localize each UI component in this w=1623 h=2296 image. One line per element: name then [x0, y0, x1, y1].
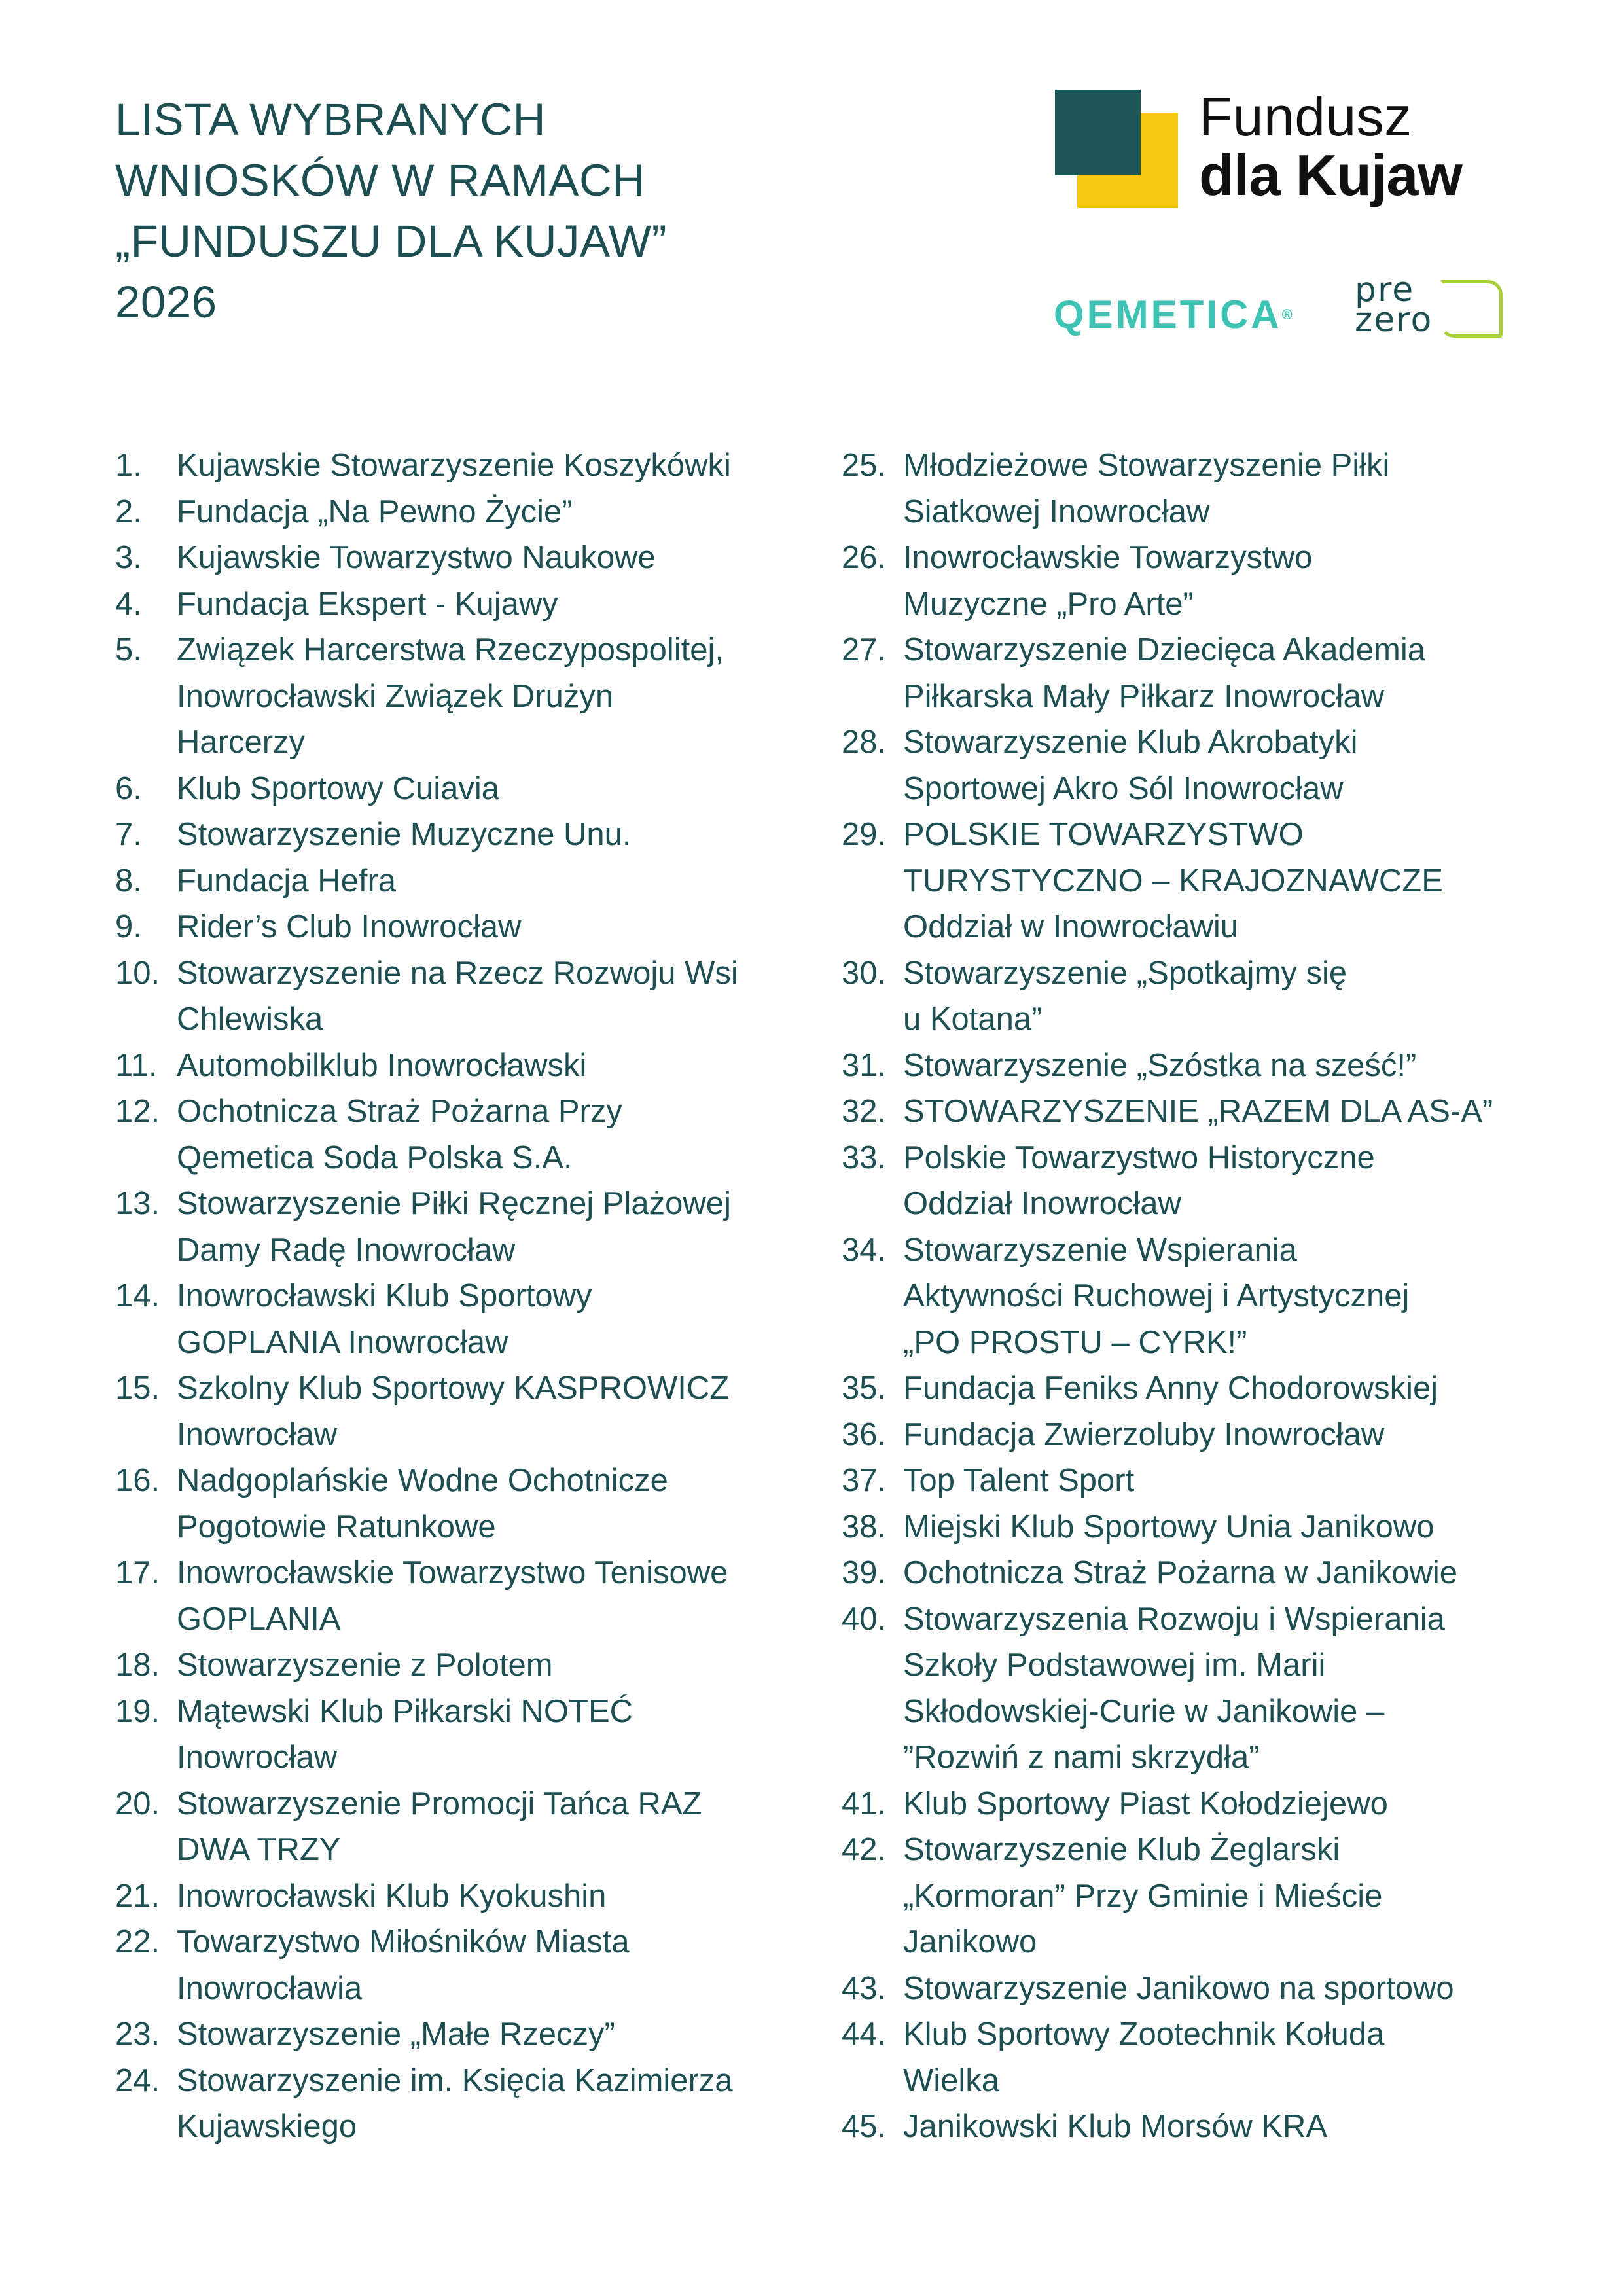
list-item: [842, 1965, 1535, 2012]
list-item-name-line: Młodzieżowe Stowarzyszenie Piłki: [903, 448, 1390, 483]
list-item-number: 25.: [842, 448, 887, 483]
list-item-name-line: Inowrocławskie Towarzystwo: [903, 540, 1313, 575]
list-item: [842, 1504, 1535, 1551]
list-item-number: 42.: [842, 1832, 887, 1867]
qemetica-wordmark: QEMETICA: [1054, 293, 1282, 336]
list-item: [115, 1873, 809, 1920]
list-item-name-line: Skłodowskiej-Curie w Janikowie –: [903, 1693, 1385, 1729]
list-item-name: [903, 535, 1535, 627]
list-item-name-line: Stowarzyszenie im. Księcia Kazimierza: [177, 2062, 733, 2098]
list-item-number: 3.: [115, 540, 142, 575]
list-item: [115, 1458, 809, 1550]
list-item-name-line: Szkoły Podstawowej im. Marii: [903, 1647, 1326, 1683]
list-item: [842, 627, 1535, 719]
list-item-number: 30.: [842, 955, 887, 991]
list-item-number: 43.: [842, 1970, 887, 2006]
list-item-name: [177, 1088, 809, 1181]
list-item-name-line: Siatkowej Inowrocław: [903, 493, 1210, 529]
list-item: [115, 535, 809, 581]
list-item: [115, 904, 809, 950]
list-item-name-line: Stowarzyszenie Promocji Tańca RAZ: [177, 1785, 702, 1821]
prezero-wordmark: [1355, 270, 1433, 340]
list-item-name: [177, 1642, 809, 1689]
list-item-name: [177, 1781, 809, 1873]
list-item-number: 4.: [115, 586, 142, 622]
list-item: [115, 1365, 809, 1458]
list-item: [115, 1088, 809, 1181]
title-line: „FUNDUSZU DLA KUJAW”: [115, 216, 668, 266]
list-item-number: 19.: [115, 1693, 160, 1729]
list-item-name: [177, 766, 809, 812]
list-item: [842, 1781, 1535, 1827]
list-item: [115, 1043, 809, 1089]
list-item-name-line: Szkolny Klub Sportowy KASPROWICZ: [177, 1371, 730, 1406]
list-item-number: 6.: [115, 770, 142, 806]
list-item-name: [177, 2011, 809, 2058]
list-item-number: 13.: [115, 1186, 160, 1221]
prezero-line2: zero: [1355, 300, 1433, 340]
list-item-name-line: Harcerzy: [177, 725, 306, 760]
list-item-number: 17.: [115, 1555, 160, 1590]
list-item-number: 18.: [115, 1647, 160, 1683]
fundusz-logo-wordmark: [1199, 87, 1462, 205]
list-item-number: 27.: [842, 632, 887, 668]
list-item-number: 11.: [115, 1047, 158, 1083]
prezero-logo: [1355, 270, 1512, 348]
list-item-name-line: Ochotnicza Straż Pożarna w Janikowie: [903, 1555, 1457, 1590]
list-item-name-line: Inowrocław: [177, 1740, 338, 1775]
list-item-name: [177, 950, 809, 1043]
list-item-name-line: u Kotana”: [903, 1001, 1043, 1037]
fundusz-logo-line1: Fundusz: [1199, 86, 1412, 147]
logo-square-teal: [1055, 90, 1141, 175]
list-item-name-line: Stowarzyszenie Dziecięca Akademia: [903, 632, 1425, 668]
list-item-name-line: Pogotowie Ratunkowe: [177, 1509, 496, 1545]
list-item-name: [903, 1504, 1535, 1551]
list-item-name-line: Piłkarska Mały Piłkarz Inowrocław: [903, 678, 1385, 714]
list-item-name-line: „PO PROSTU – CYRK!”: [903, 1324, 1247, 1360]
list-item-name-line: Towarzystwo Miłośników Miasta: [177, 1924, 630, 1960]
list-item: [842, 1412, 1535, 1458]
registered-mark: ®: [1281, 306, 1293, 323]
list-item-name-line: Stowarzyszenie Wspierania: [903, 1232, 1297, 1268]
list-item: [842, 442, 1535, 535]
list-item: [115, 627, 809, 766]
list-item-name: [903, 1365, 1535, 1412]
list-item-name-line: Klub Sportowy Piast Kołodziejewo: [903, 1785, 1388, 1821]
list-item: [842, 1550, 1535, 1596]
list-item: [115, 2011, 809, 2058]
list-item: [115, 812, 809, 858]
list-item-number: 29.: [842, 817, 887, 852]
list-item-number: 1.: [115, 448, 142, 483]
list-item-name-line: Kujawskiego: [177, 2109, 357, 2144]
list-item: [115, 1273, 809, 1365]
list-item: [842, 1458, 1535, 1504]
list-item-name-line: ”Rozwiń z nami skrzydła”: [903, 1740, 1260, 1775]
list-item-number: 39.: [842, 1555, 887, 1590]
list-item-number: 32.: [842, 1094, 887, 1129]
list-item-name: [177, 1365, 809, 1458]
list-item-name-line: Stowarzyszenie Piłki Ręcznej Plażowej: [177, 1186, 731, 1221]
list-item-number: 40.: [842, 1601, 887, 1637]
list-item-name-line: Stowarzyszenie na Rzecz Rozwoju Wsi: [177, 955, 738, 991]
fundusz-logo-line2: dla Kujaw: [1199, 143, 1462, 207]
list-item-name: [177, 1919, 809, 2011]
list-item-name: [903, 1458, 1535, 1504]
list-item-number: 16.: [115, 1463, 160, 1498]
list-item-number: 9.: [115, 909, 142, 944]
list-item-name-line: Stowarzyszenie „Szóstka na sześć!”: [903, 1047, 1417, 1083]
list-item-name: [177, 1689, 809, 1781]
list-item-number: 21.: [115, 1878, 160, 1914]
list-item-name-line: DWA TRZY: [177, 1832, 341, 1867]
list-item-name-line: „Kormoran” Przy Gminie i Mieście: [903, 1878, 1383, 1914]
list-item-name: [903, 950, 1535, 1043]
list-item-name-line: Fundacja Hefra: [177, 863, 397, 899]
list-item-name-line: Stowarzyszenie Klub Akrobatyki: [903, 725, 1358, 760]
list-item-number: 38.: [842, 1509, 887, 1545]
list-item-name: [177, 1873, 809, 1920]
list-item: [115, 1181, 809, 1273]
list-item-name: [177, 1458, 809, 1550]
list-item-name-line: Sportowej Akro Sól Inowrocław: [903, 770, 1344, 806]
list-item-name: [903, 1965, 1535, 2012]
list-item-name: [903, 719, 1535, 812]
list-item-name-line: Automobilklub Inowrocławski: [177, 1047, 587, 1083]
list-item-name-line: TURYSTYCZNO – KRAJOZNAWCZE: [903, 863, 1443, 899]
prezero-line1: pre: [1355, 270, 1415, 310]
list-item-name: [177, 1550, 809, 1642]
list-item-number: 45.: [842, 2109, 887, 2144]
list-item-name: [903, 1781, 1535, 1827]
list-item-name: [177, 1273, 809, 1365]
title-line: LISTA WYBRANYCH: [115, 94, 546, 145]
list-item-name-line: Ochotnicza Straż Pożarna Przy: [177, 1094, 622, 1129]
list-item-name: [903, 1088, 1535, 1135]
list-item-name-line: Inowrocławskie Towarzystwo Tenisowe: [177, 1555, 728, 1590]
list-item: [115, 766, 809, 812]
list-item-name-line: Oddział w Inowrocławiu: [903, 909, 1238, 944]
list-item-name-line: STOWARZYSZENIE „RAZEM DLA AS-A”: [903, 1094, 1493, 1129]
list-item-name: [177, 904, 809, 950]
list-item-name-line: Miejski Klub Sportowy Unia Janikowo: [903, 1509, 1435, 1545]
list-item-name: [903, 812, 1535, 950]
list-item-name-line: Janikowo: [903, 1924, 1037, 1960]
list-item: [115, 581, 809, 628]
list-item-number: 22.: [115, 1924, 160, 1960]
list-item-name-line: Inowrocławski Klub Sportowy: [177, 1278, 592, 1314]
list-item-name: [177, 489, 809, 535]
list-item-name-line: Top Talent Sport: [903, 1463, 1135, 1498]
list-item: [842, 1135, 1535, 1227]
list-item-name-line: Stowarzyszenie Klub Żeglarski: [903, 1832, 1340, 1867]
title-line: WNIOSKÓW W RAMACH: [115, 155, 645, 206]
list-item-number: 36.: [842, 1416, 887, 1452]
list-item: [842, 1827, 1535, 1965]
list-item-number: 20.: [115, 1785, 160, 1821]
list-item: [115, 1642, 809, 1689]
list-item-name-line: Klub Sportowy Cuiavia: [177, 770, 499, 806]
list-item: [115, 1919, 809, 2011]
list-item-name-line: Chlewiska: [177, 1001, 323, 1037]
list-item: [115, 858, 809, 905]
list-item: [842, 719, 1535, 812]
fundusz-dla-kujaw-logo: [1055, 86, 1526, 221]
list-item-number: 31.: [842, 1047, 887, 1083]
list-item-number: 14.: [115, 1278, 160, 1314]
list-item-name-line: Stowarzyszenie „Małe Rzeczy”: [177, 2017, 615, 2052]
list-item-number: 10.: [115, 955, 160, 991]
list-item-name-line: Nadgoplańskie Wodne Ochotnicze: [177, 1463, 668, 1498]
list-item-number: 8.: [115, 863, 142, 899]
qemetica-logo: [1054, 293, 1293, 336]
list-item: [842, 1596, 1535, 1781]
list-item-name: [903, 442, 1535, 535]
list-item-number: 24.: [115, 2062, 160, 2098]
list-item-name-line: Fundacja Zwierzoluby Inowrocław: [903, 1416, 1385, 1452]
list-item-name: [903, 1596, 1535, 1781]
list-item-name: [903, 1227, 1535, 1366]
list-item-number: 2.: [115, 493, 142, 529]
list-item: [842, 2104, 1535, 2150]
list-item-name: [177, 2058, 809, 2150]
list-item-name-line: Muzyczne „Pro Arte”: [903, 586, 1194, 622]
list-item-name-line: Stowarzyszenie Janikowo na sportowo: [903, 1970, 1454, 2006]
list-item-number: 41.: [842, 1785, 887, 1821]
list-item: [115, 950, 809, 1043]
list-item: [842, 950, 1535, 1043]
list-item-name-line: Stowarzyszenia Rozwoju i Wspierania: [903, 1601, 1445, 1637]
list-item-number: 28.: [842, 725, 887, 760]
list-item-name-line: Kujawskie Towarzystwo Naukowe: [177, 540, 656, 575]
prezero-frame-shape: [1440, 280, 1503, 338]
list-item-name-line: Oddział Inowrocław: [903, 1186, 1181, 1221]
list-item-name-line: Mątewski Klub Piłkarski NOTEĆ: [177, 1693, 633, 1729]
list-item-name-line: Damy Radę Inowrocław: [177, 1232, 516, 1268]
title-year: 2026: [115, 277, 217, 327]
list-item-number: 23.: [115, 2017, 160, 2052]
list-item: [842, 1227, 1535, 1366]
list-item-name-line: Inowrocławski Klub Kyokushin: [177, 1878, 607, 1914]
list-item-name-line: Polskie Towarzystwo Historyczne: [903, 1139, 1375, 1175]
list-item-name-line: Inowrocławski Związek Drużyn: [177, 678, 614, 714]
list-item-name-line: Aktywności Ruchowej i Artystycznej: [903, 1278, 1410, 1314]
fundusz-logo-mark: [1055, 90, 1179, 207]
list-item: [115, 2058, 809, 2150]
list-item-name: [903, 2104, 1535, 2150]
list-item-name: [903, 1412, 1535, 1458]
list-item-name: [177, 581, 809, 628]
list-item-name: [903, 1135, 1535, 1227]
list-item-name-line: Stowarzyszenie „Spotkajmy się: [903, 955, 1347, 991]
list-item-name: [903, 1827, 1535, 1965]
list-item-number: 5.: [115, 632, 142, 668]
list-item-name: [177, 1043, 809, 1089]
list-item-name: [177, 442, 809, 489]
list-item: [842, 1088, 1535, 1135]
list-item: [115, 489, 809, 535]
list-item-name: [177, 1181, 809, 1273]
list-item-name: [177, 858, 809, 905]
list-item: [842, 535, 1535, 627]
list-item-name-line: Stowarzyszenie Muzyczne Unu.: [177, 817, 632, 852]
list-item: [842, 1365, 1535, 1412]
list-item-name-line: Związek Harcerstwa Rzeczypospolitej,: [177, 632, 724, 668]
list-item-name: [177, 535, 809, 581]
list-item-name: [177, 627, 809, 766]
list-item-name-line: Wielka: [903, 2062, 1000, 2098]
list-item-number: 35.: [842, 1371, 887, 1406]
list-item: [842, 1043, 1535, 1089]
list-item-name-line: Klub Sportowy Zootechnik Kołuda: [903, 2017, 1385, 2052]
list-item-number: 26.: [842, 540, 887, 575]
list-item: [115, 442, 809, 489]
list-item: [115, 1781, 809, 1873]
list-item-number: 33.: [842, 1139, 887, 1175]
list-item-name-line: POLSKIE TOWARZYSTWO: [903, 817, 1304, 852]
list-item-name-line: GOPLANIA: [177, 1601, 341, 1637]
list-item-name: [903, 1043, 1535, 1089]
list-item-name-line: Fundacja „Na Pewno Życie”: [177, 493, 573, 529]
list-item: [842, 812, 1535, 950]
list-item-name-line: Kujawskie Stowarzyszenie Koszykówki: [177, 448, 731, 483]
list-item: [842, 2011, 1535, 2104]
list-item: [115, 1689, 809, 1781]
list-item-number: 34.: [842, 1232, 887, 1268]
list-item-name: [903, 627, 1535, 719]
list-item-name-line: Stowarzyszenie z Polotem: [177, 1647, 553, 1683]
list-item-name-line: Qemetica Soda Polska S.A.: [177, 1139, 573, 1175]
applications-list-left: [115, 442, 809, 2150]
list-item: [115, 1550, 809, 1642]
list-item-name-line: Janikowski Klub Morsów KRA: [903, 2109, 1328, 2144]
applications-list-right: [842, 442, 1535, 2150]
list-item-name-line: Inowrocławia: [177, 1970, 363, 2006]
list-item-name: [903, 1550, 1535, 1596]
list-item-name: [177, 812, 809, 858]
list-item-number: 15.: [115, 1371, 160, 1406]
list-item-name-line: GOPLANIA Inowrocław: [177, 1324, 508, 1360]
list-item-name-line: Inowrocław: [177, 1416, 338, 1452]
list-item-name: [903, 2011, 1535, 2104]
list-item-name-line: Fundacja Ekspert - Kujawy: [177, 586, 558, 622]
list-item-number: 44.: [842, 2017, 887, 2052]
list-item-number: 37.: [842, 1463, 887, 1498]
list-item-name-line: Rider’s Club Inowrocław: [177, 909, 522, 944]
list-item-number: 12.: [115, 1094, 160, 1129]
list-item-name-line: Fundacja Feniks Anny Chodorowskiej: [903, 1371, 1438, 1406]
page-title: [115, 89, 667, 332]
list-item-number: 7.: [115, 817, 142, 852]
